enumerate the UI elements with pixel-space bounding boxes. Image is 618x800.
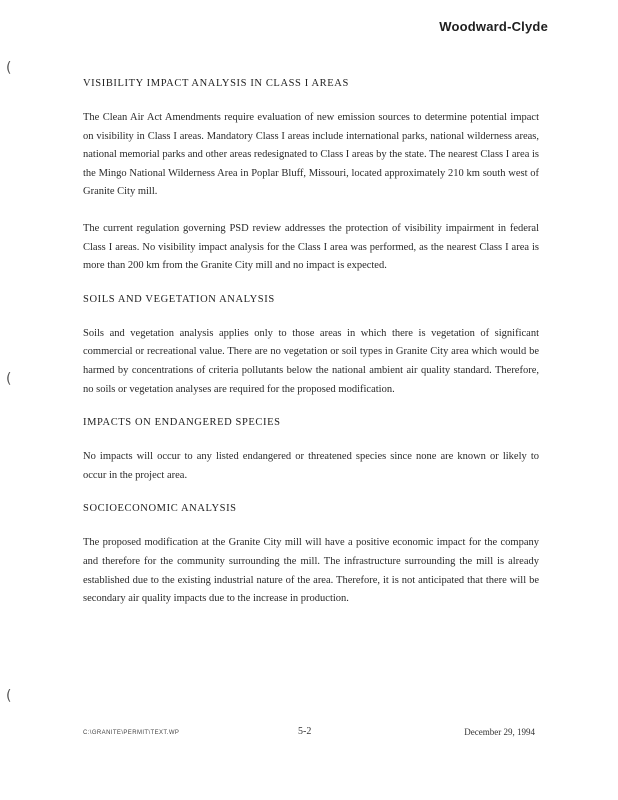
section-heading: IMPACTS ON ENDANGERED SPECIES <box>83 417 281 429</box>
paragraph: No impacts will occur to any listed endangered or threatened species since none are known or likely to occur in the project area. <box>83 451 539 481</box>
document-body <box>83 78 539 627</box>
section-heading: SOCIOECONOMIC ANALYSIS <box>83 503 237 515</box>
paragraph: The Clean Air Act Amendments require evaluation of new emission sources to determine potential impact on visibility in Class I areas. Mandatory Class I areas include international parks, national wilderness areas, national memorial parks and other areas redesignated to Class I areas by the state. The nearest Class I area is the Mingo National Wilderness Area in Poplar Bluff, Missouri, located approximately 210 km south west of Granite City mill. <box>83 112 539 198</box>
section-visibility <box>83 78 539 276</box>
binder-hole-mark: ( <box>6 688 12 704</box>
binder-hole-mark: ( <box>6 371 12 387</box>
section-soils-vegetation <box>83 294 539 399</box>
section-endangered-species <box>83 417 539 485</box>
paragraph: Soils and vegetation analysis applies only to those areas in which there is vegetation of significant commercial or recreational value. There are no vegetation or soil types in Granite City area which would be harmed by concentrations of criteria pollutants below the national ambient air quality standard. Therefore, no soils or vegetation analyses are required for the proposed modification. <box>83 327 539 395</box>
section-heading: SOILS AND VEGETATION ANALYSIS <box>83 293 275 305</box>
page-number: 5-2 <box>298 726 312 737</box>
binder-hole-mark: ( <box>6 60 12 76</box>
section-socioeconomic <box>83 503 539 608</box>
footer-file-path: C:\GRANITE\PERMIT\TEXT.WP <box>83 730 180 736</box>
company-header: Woodward-Clyde <box>439 19 548 34</box>
paragraph: The proposed modification at the Granite City mill will have a positive economic impact for the company and therefore for the community surrounding the mill. The infrastructure surrounding the mill is already established due to the existing industrial nature of the area. Therefore, it is not anticipated that there will be secondary air quality impacts due to the increase in production. <box>83 537 539 605</box>
paragraph: The current regulation governing PSD review addresses the protection of visibility impairment in federal Class I areas. No visibility impact analysis for the Class I area was performed, as the nearest Class I area is more than 200 km from the Granite City mill and no impact is expected. <box>83 222 539 272</box>
footer-date: December 29, 1994 <box>464 727 535 737</box>
section-heading: VISIBILITY IMPACT ANALYSIS IN CLASS I AREAS <box>83 78 349 89</box>
